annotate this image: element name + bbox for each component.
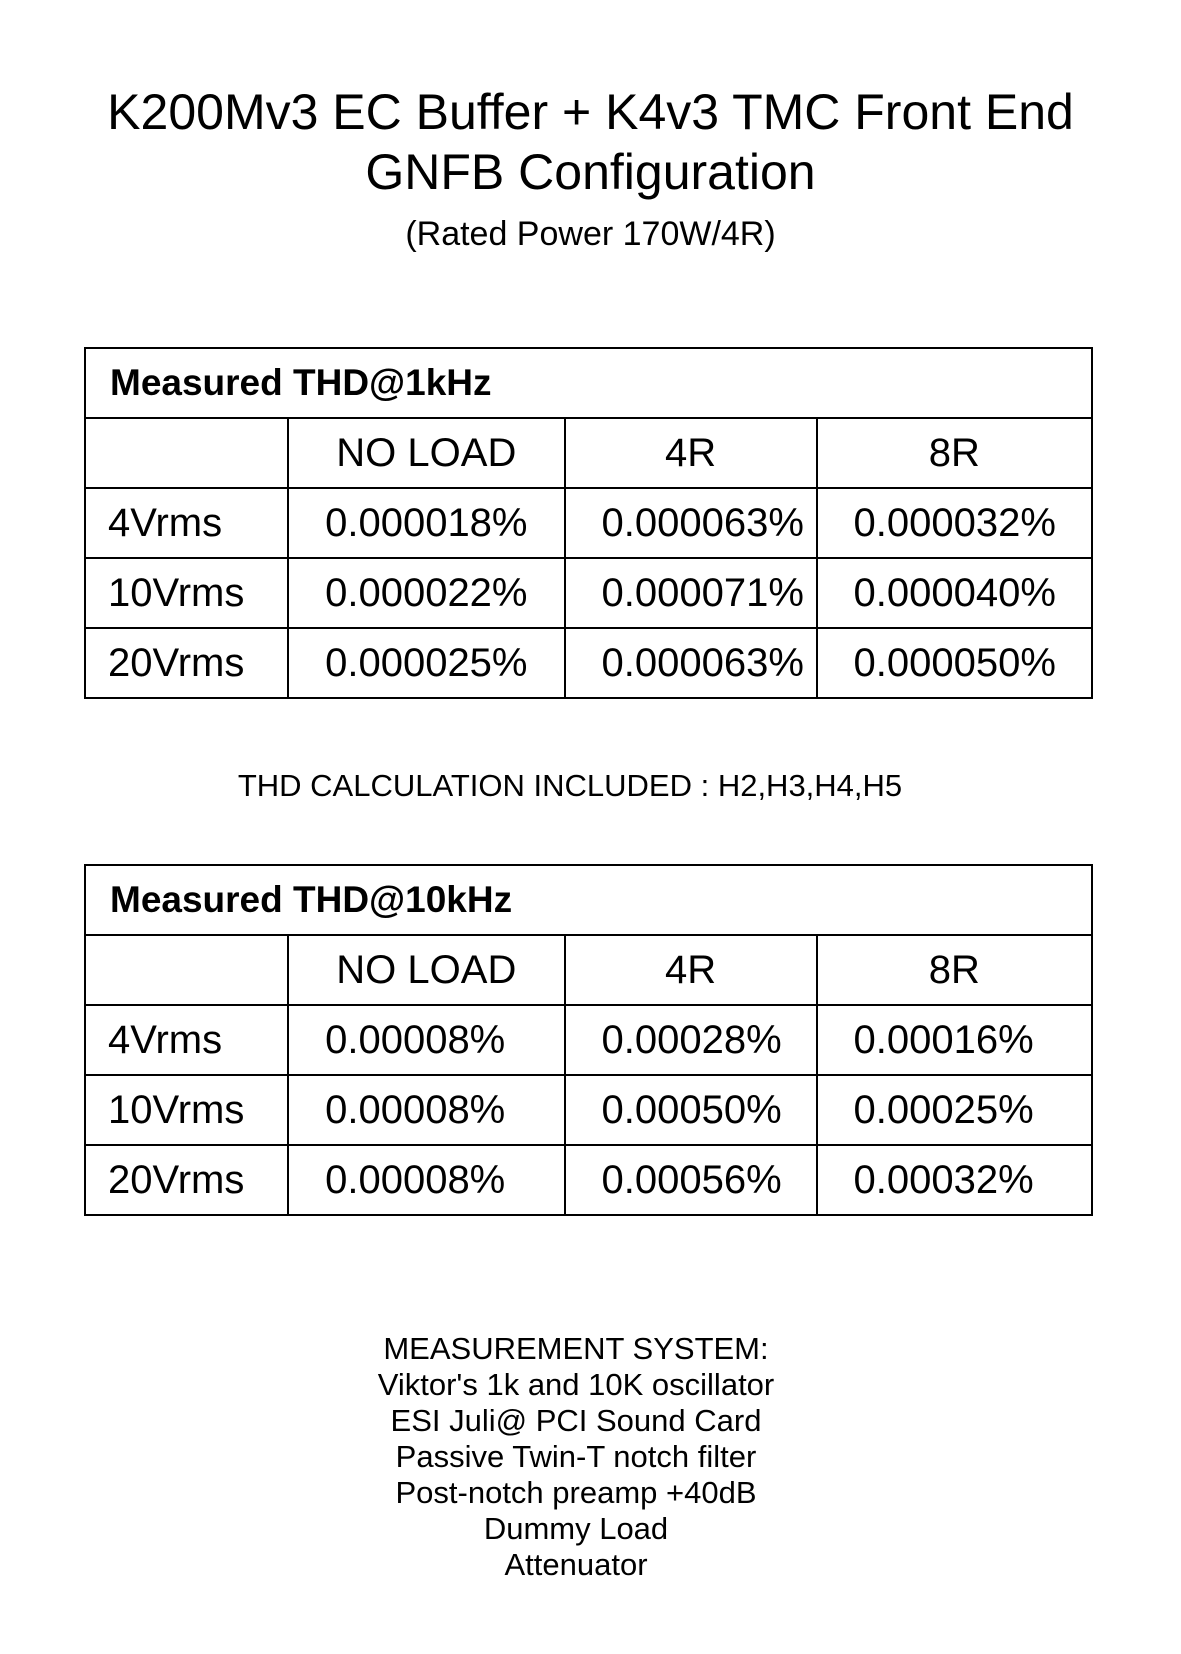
column-header: 8R bbox=[817, 418, 1092, 488]
table-cell: 0.000040% bbox=[817, 558, 1092, 628]
measurement-system-item: Post-notch preamp +40dB bbox=[395, 1475, 757, 1510]
table-row bbox=[85, 628, 1092, 698]
column-header-empty bbox=[85, 418, 288, 488]
thd-10khz-table bbox=[84, 864, 1093, 1216]
table-row bbox=[85, 1145, 1092, 1215]
table-cell: 0.000050% bbox=[817, 628, 1092, 698]
table-row bbox=[85, 558, 1092, 628]
table-cell: 0.000018% bbox=[288, 488, 564, 558]
table-cell: 0.00008% bbox=[288, 1145, 564, 1215]
thd-1khz-table bbox=[84, 347, 1093, 699]
table-cell: 0.00032% bbox=[817, 1145, 1092, 1215]
table-cell: 0.000063% bbox=[565, 628, 817, 698]
row-label: 20Vrms bbox=[85, 628, 288, 698]
measurement-system-item: Attenuator bbox=[504, 1547, 648, 1582]
table-cell: 0.000025% bbox=[288, 628, 564, 698]
column-header: 8R bbox=[817, 935, 1092, 1005]
table-row bbox=[85, 488, 1092, 558]
row-label: 10Vrms bbox=[85, 1075, 288, 1145]
table-cell: 0.00008% bbox=[288, 1075, 564, 1145]
measurement-system-block bbox=[0, 1331, 1152, 1583]
table-row bbox=[85, 1075, 1092, 1145]
table-caption: Measured THD@1kHz bbox=[85, 348, 1092, 418]
table-caption: Measured THD@10kHz bbox=[85, 865, 1092, 935]
column-header: 4R bbox=[565, 418, 817, 488]
column-header-empty bbox=[85, 935, 288, 1005]
measurement-system-item: Viktor's 1k and 10K oscillator bbox=[377, 1367, 775, 1402]
table-cell: 0.00028% bbox=[565, 1005, 817, 1075]
table-cell: 0.000071% bbox=[565, 558, 817, 628]
table-cell: 0.00008% bbox=[288, 1005, 564, 1075]
column-header: NO LOAD bbox=[288, 935, 564, 1005]
row-label: 4Vrms bbox=[85, 488, 288, 558]
table-header-row bbox=[85, 935, 1092, 1005]
row-label: 20Vrms bbox=[85, 1145, 288, 1215]
measurement-system-item: Passive Twin-T notch filter bbox=[395, 1439, 757, 1474]
table-cell: 0.00016% bbox=[817, 1005, 1092, 1075]
table-header-row bbox=[85, 418, 1092, 488]
row-label: 4Vrms bbox=[85, 1005, 288, 1075]
page-title: K200Mv3 EC Buffer + K4v3 TMC Front End bbox=[107, 84, 1074, 140]
table-caption-row bbox=[85, 348, 1092, 418]
table-cell: 0.00056% bbox=[565, 1145, 817, 1215]
table-row bbox=[85, 1005, 1092, 1075]
row-label: 10Vrms bbox=[85, 558, 288, 628]
thd-calculation-note: THD CALCULATION INCLUDED : H2,H3,H4,H5 bbox=[237, 768, 903, 803]
table-cell: 0.000032% bbox=[817, 488, 1092, 558]
rated-power-subtitle: (Rated Power 170W/4R) bbox=[405, 215, 776, 253]
column-header: NO LOAD bbox=[288, 418, 564, 488]
column-header: 4R bbox=[565, 935, 817, 1005]
page-title-configuration: GNFB Configuration bbox=[365, 144, 816, 200]
measurement-system-item: ESI Juli@ PCI Sound Card bbox=[390, 1403, 762, 1438]
table-cell: 0.00025% bbox=[817, 1075, 1092, 1145]
table-caption-row bbox=[85, 865, 1092, 935]
measurement-system-item: Dummy Load bbox=[483, 1511, 669, 1546]
table-cell: 0.00050% bbox=[565, 1075, 817, 1145]
table-cell: 0.000063% bbox=[565, 488, 817, 558]
table-cell: 0.000022% bbox=[288, 558, 564, 628]
measurement-system-heading: MEASUREMENT SYSTEM: bbox=[383, 1331, 769, 1366]
